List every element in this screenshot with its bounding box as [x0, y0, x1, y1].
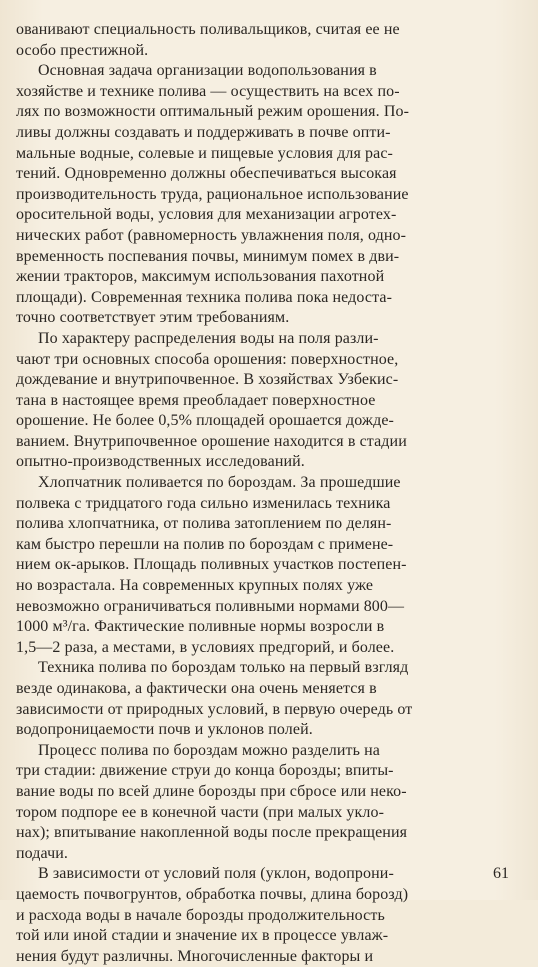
text-line: полива хлопчатника, от полива затоплением по делян- — [16, 515, 392, 533]
text-line: тана в настоящее время преобладает поверхностное — [16, 391, 376, 409]
text-line: невозможно ограничиваться поливными нормами 800— — [16, 597, 405, 615]
text-line: Техника полива по бороздам только на первый взгляд — [38, 659, 409, 677]
text-line: подачи. — [16, 844, 69, 862]
text-line: три стадии: движение струи до конца борозды; впиты- — [16, 762, 394, 780]
text-line: 1,5—2 раза, а местами, в условиях предгорий, и более. — [16, 638, 395, 656]
text-line: зависимости от природных условий, в первую очередь от — [16, 700, 413, 718]
text-line: водопроницаемости почв и уклонов полей. — [16, 721, 313, 739]
text-line: ливы должны создавать и поддерживать в почве опти- — [16, 123, 391, 141]
body-text — [16, 20, 516, 967]
text-line: точно соответствует этим требованиям. — [16, 309, 290, 327]
text-line: Хлопчатник поливается по бороздам. За прошедшие — [38, 474, 401, 492]
text-line: площади). Современная техника полива пока недоста- — [16, 288, 393, 306]
page-number: 61 — [493, 865, 509, 882]
text-line: временность поспевания почвы, минимум помех в дви- — [16, 247, 400, 265]
text-line: кам быстро перешли на полив по бороздам с примене- — [16, 535, 394, 553]
text-line: ванием. Внутрипочвенное орошение находится в стадии — [16, 432, 407, 450]
text-line: Основная задача организации водопользования в — [38, 62, 377, 80]
text-line: оросительной воды, условия для механизации агротех- — [16, 206, 397, 224]
text-line: особо престижной. — [16, 41, 149, 59]
text-line: тором подпоре ее в конечной части (при малых укло- — [16, 803, 384, 821]
text-line: нических работ (равномерность увлажнения поля, одно- — [16, 226, 407, 244]
text-line: чают три основных способа орошения: поверхностное, — [16, 350, 399, 368]
text-line: цаемость почвогрунтов, обработка почвы, длина борозд) — [16, 885, 409, 903]
text-line: ованивают специальность поливальщиков, считая ее не — [16, 21, 400, 38]
text-line: тений. Одновременно должны обеспечиваться высокая — [16, 165, 397, 183]
text-line: В зависимости от условий поля (уклон, водопрони- — [38, 865, 394, 883]
text-line: дождевание и внутрипочвенное. В хозяйствах Узбекис- — [16, 371, 399, 389]
text-line: везде одинакова, а фактически она очень меняется в — [16, 680, 377, 697]
text-line: но возрастала. На современных крупных полях уже — [16, 577, 374, 595]
text-line: По характеру распределения воды на поля разли- — [38, 329, 379, 347]
text-line: жении тракторов, максимум использования пахотной — [16, 268, 385, 286]
text-line: полвека с тридцатого года сильно изменилась техника — [16, 494, 391, 512]
text-line: Процесс полива по бороздам можно разделить на — [38, 741, 380, 759]
text-line: нием ок-арыков. Площадь поливных участков постепен- — [16, 556, 407, 574]
text-line: лях по возможности оптимальный режим орошения. По- — [16, 103, 410, 121]
text-line: хозяйстве и технике полива — осуществить на всех по- — [16, 82, 400, 100]
text-line: производительность труда, рациональное использование — [16, 185, 409, 203]
text-line: и расхода воды в начале борозды продолжительность — [16, 906, 385, 924]
text-line: вание воды по всей длине борозды при сбросе или неко- — [16, 782, 407, 800]
text-line: 1000 м³/га. Фактические поливные нормы возросли в — [16, 618, 385, 636]
text-line: нения будут различны. Многочисленные факторы и — [16, 947, 374, 965]
text-line: орошение. Не более 0,5% площадей орошается дожде- — [16, 412, 394, 430]
text-line: той или иной стадии и значение их в процессе увлаж- — [16, 927, 389, 945]
text-line: нах); впитывание накопленной воды после прекращения — [16, 824, 408, 842]
text-line: мальные водные, солевые и пищевые условия для рас- — [16, 144, 393, 162]
text-line: опытно-производственных исследований. — [16, 453, 305, 471]
